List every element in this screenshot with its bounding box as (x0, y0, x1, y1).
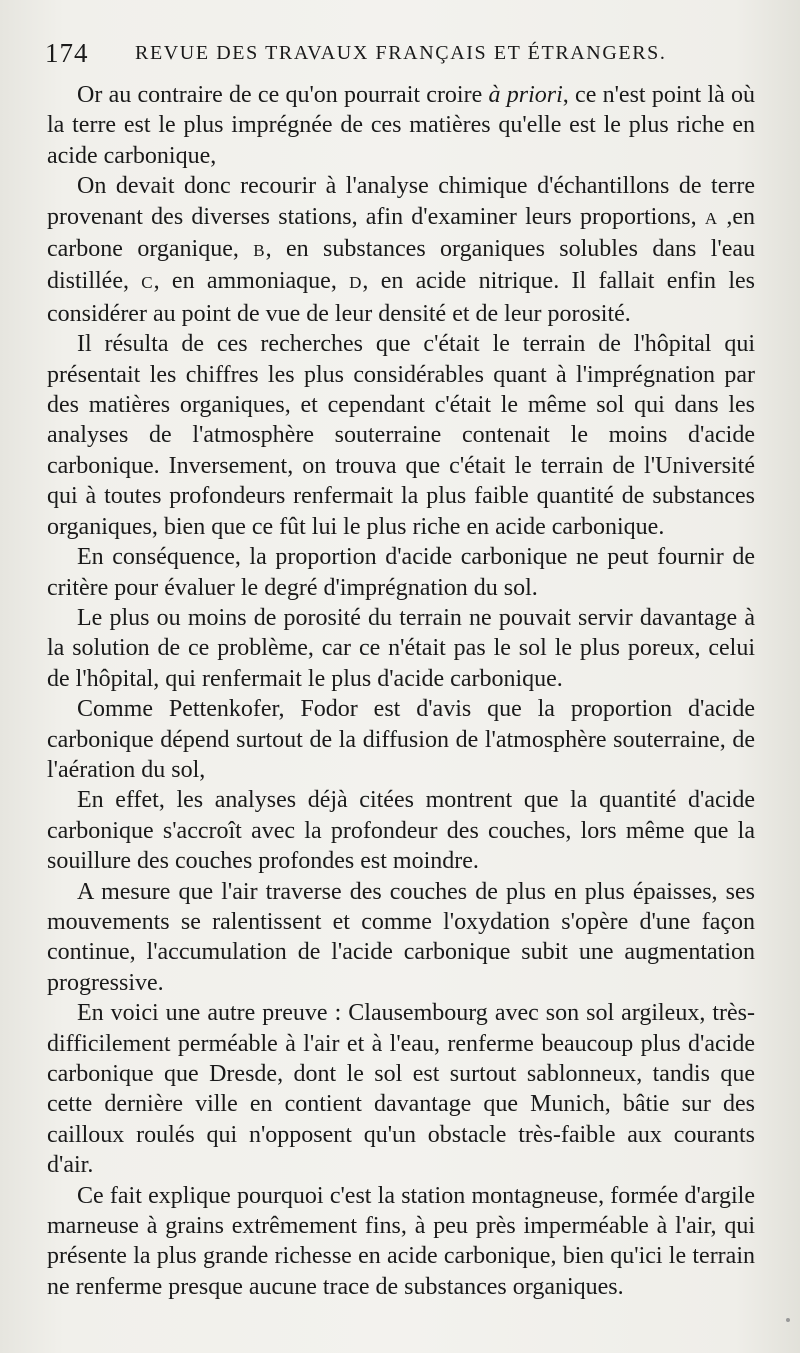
paragraph-4: En conséquence, la proportion d'acide carbonique ne peut fournir de critère pour évaluer le degré d'imprégnation du sol. (47, 544, 755, 601)
letter-d: D (349, 273, 363, 293)
paragraph-5: Le plus ou moins de porosité du terrain ne pouvait servir davantage à la solution de ce problème, car ce n'était pas le sol le plus poreux, celui de l'hôpital, qui renfermait le plus d'acide carbonique. (47, 604, 755, 692)
paragraph-2 (47, 171, 755, 329)
paragraph-2-part-4: , en ammoniaque, (153, 268, 350, 295)
paragraph-2-part-3: , en substances organiques solubles dans l'eau distillée, (47, 236, 756, 295)
paragraph-8: A mesure que l'air traverse des couches de plus en plus épaisses, ses mouvements se ralentissent et comme l'oxydation s'opère d'une façon continue, l'accumulation de l'acide carbonique subit une augmentation progressive. (47, 878, 755, 996)
paragraph-2-part-1: On devait donc recourir à l'analyse chimique d'échantillons de terre provenant des diverses stations, afin d'examiner leurs proportions, (47, 173, 755, 230)
paragraph-7: En effet, les analyses déjà citées montrent que la quantité d'acide carbonique s'accroît avec la profondeur des couches, lors même que la souillure des couches profondes est moindre. (47, 787, 755, 875)
letter-b: B (253, 241, 266, 261)
paragraph-2-part-5: , en acide nitrique. Il fallait enfin les considérer au point de vue de leur densité et de leur porosité. (47, 268, 755, 327)
paper-speck (786, 1318, 790, 1322)
running-title: REVUE DES TRAVAUX FRANÇAIS ET ÉTRANGERS. (135, 42, 667, 64)
paragraph-10: Ce fait explique pourquoi c'est la station montagneuse, formée d'argile marneuse à grains extrêmement fins, à peu près imperméable à l'air, qui présente la plus grande richesse en acide carbonique, bien qu'ici le terrain ne renferme presque aucune trace de substances organiques. (47, 1182, 755, 1300)
letter-c: C (141, 273, 154, 293)
page-header (45, 38, 755, 72)
paragraph-1 (47, 80, 755, 171)
paragraph-3: Il résulta de ces recherches que c'était le terrain de l'hôpital qui présentait les chiffres les plus considérables quant à l'imprégnation par des matières organiques, et cependant c'était le même sol qui dans les analyses de l'atmosphère souterraine contenait le moins d'acide carbonique. Inversement, on trouva que c'était le terrain de l'Université qui à toutes profondeurs renfermait la plus faible quantité de substances organiques, bien que ce fût lui le plus riche en acide carbonique. (47, 331, 755, 540)
paragraph-2-part-2: ,en carbone organique, (47, 203, 756, 263)
paragraph-1-start: Or au contraire de ce qu'on pourrait croire (77, 82, 489, 108)
paragraph-9: En voici une autre preuve : Clausembourg avec son sol argileux, très-difficilement perméable à l'air et à l'eau, renferme beaucoup plus d'acide carbonique que Dresde, dont le sol est surtout sablonneux, tandis que cette dernière ville en contient davantage que Munich, bâtie sur des cailloux roulés qui n'opposent qu'un obstacle très-faible aux courants d'air. (47, 1000, 755, 1179)
paragraph-1-end: , ce n'est point là où la terre est le plus imprégnée de ces matières qu'elle est le plus riche en acide carbonique, (47, 82, 756, 169)
paragraph-6: Comme Pettenkofer, Fodor est d'avis que la proportion d'acide carbonique dépend surtout de la diffusion de l'atmosphère souterraine, de l'aération du sol, (47, 696, 755, 783)
italic-a-priori: à priori (488, 82, 563, 108)
letter-a: A (704, 208, 719, 228)
body-text (47, 80, 755, 1302)
page-number: 174 (45, 38, 89, 68)
